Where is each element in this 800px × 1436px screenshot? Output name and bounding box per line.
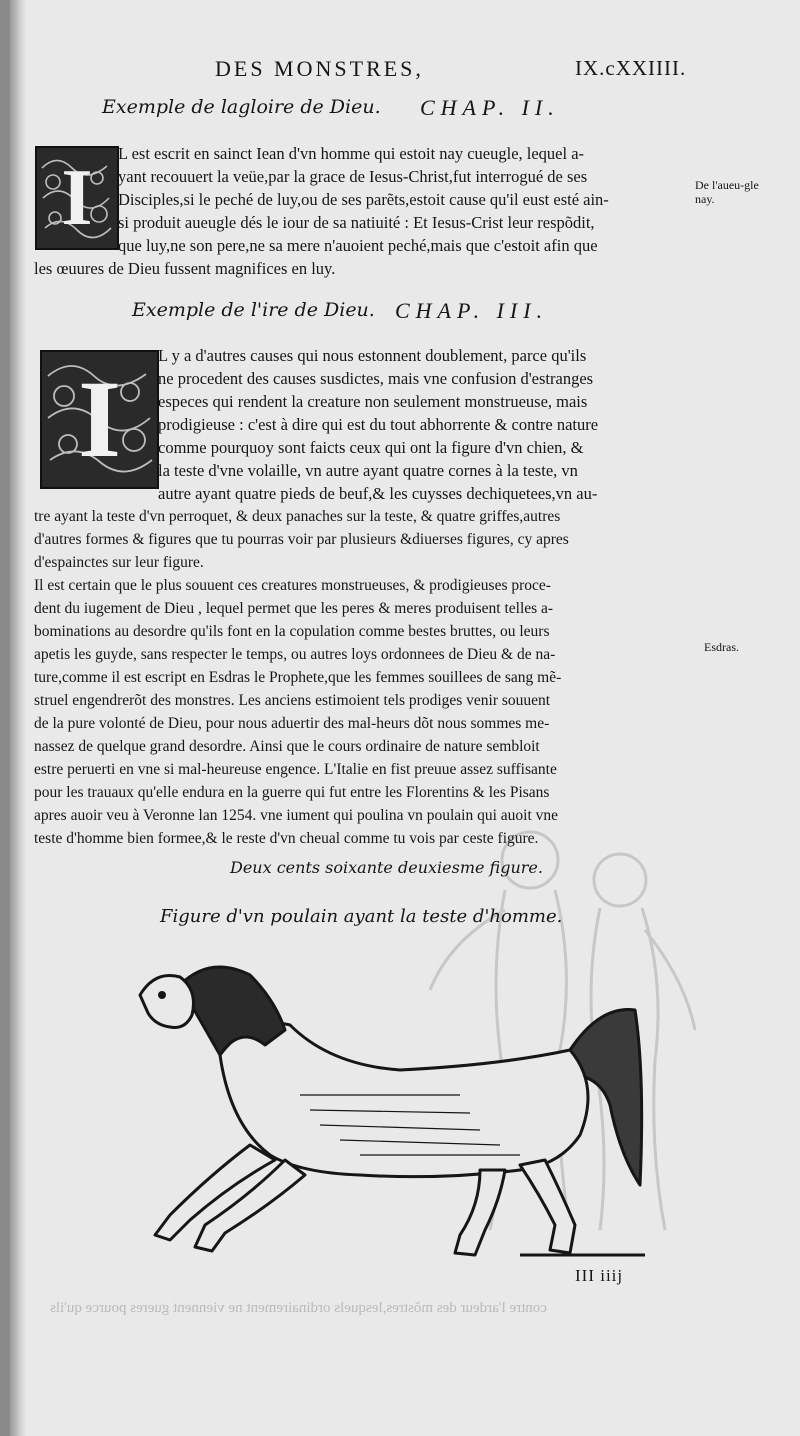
section1-chapter: CHAP. II. [420,95,560,120]
text-line: tre ayant la teste d'vn perroquet, & deux panaches sur la teste, & quatre griffes,autres [34,508,561,525]
book-page [10,0,800,1436]
figure-title-caption: Figure d'vn poulain ayant la teste d'homme. [160,906,563,927]
text-line: prodigieuse : c'est à dire qui est du tout abhorrente & contre nature [158,415,599,434]
text-line: si produit aueugle dés le iour de sa natiuité : Et Iesus-Crist leur respõdit, [118,213,595,232]
text-line: ture,comme il est escript en Esdras le Prophete,que les femmes souillees de sang mẽ- [34,669,562,686]
text-line: nassez de quelque grand desordre. Ainsi que le cours ordinaire de nature sembloit [34,738,540,755]
running-header-title: DES MONSTRES, [215,56,424,81]
section2-block [158,344,700,505]
text-line: struel engendrerõt des monstres. Les anciens estimoient tels prodiges venir souuent [34,692,551,709]
initial-letter-2: I [78,358,121,480]
text-line: apres auoir veu à Veronne lan 1254. vne iument qui poulina vn poulain qui auoit vne [34,807,559,824]
section2-block-full [34,505,700,574]
text-line: dent du iugement de Dieu , lequel permet que les peres & meres produisent telles a- [34,600,554,617]
text-line: bominations au desordre qu'ils font en la copulation comme bestes bruttes, ou leurs [34,623,550,640]
section2-paragraph2 [34,574,700,850]
text-line: ne procedent des causes susdictes, mais vne confusion d'estranges [158,369,594,388]
text-line: L est escrit en sainct Iean d'vn homme qui estoit nay cueugle, lequel a- [118,144,585,163]
text-line: d'espainctes sur leur figure. [34,554,204,571]
section1-subhead: Exemple de lagloire de Dieu. [102,96,381,118]
text-line: estre peruerti en vne si mal-heureuse engence. L'Italie en fist preuue assez suffisante [34,761,557,778]
text-line: apetis les guyde, sans respecter le temps, ou autres loys ordonnees de Dieu & de na- [34,646,556,663]
text-line: pour les trauaux qu'elle endura en la guerre qui fut entre les Florentins & les Pisans [34,784,550,801]
text-line: especes qui rendent la creature non seulement monstrueuse, mais [158,392,588,411]
decorated-initial-1 [35,146,119,250]
section2-subhead: Exemple de l'ire de Dieu. [132,299,375,321]
margin-note-2: Esdras. [704,640,739,654]
horse-with-human-head-icon [100,955,660,1265]
text-line: yant recouuert la veüe,par la grace de Iesus-Christ,fut interrogué de ses [118,167,588,186]
signature-mark: III iiij [575,1266,624,1285]
figure-number-caption: Deux cents soixante deuxiesme figure. [230,858,543,877]
text-line: d'autres formes & figures que tu pourras voir par plusieurs &diuerses figures, cy apres [34,531,569,548]
page-spine-shadow [10,0,26,1436]
text-line: la teste d'vne volaille, vn autre ayant quatre cornes à la teste, vn [158,461,578,480]
text-line: autre ayant quatre pieds de beuf,& les cuysses dechiquetees,vn au- [158,484,598,503]
text-line: que luy,ne son pere,ne sa mere n'auoient peché,mais que c'estoit afin que [118,236,598,255]
text-line: teste d'homme bien formee,& le reste d'vn cheual comme tu vois par ceste figure. [34,830,539,847]
folio-number: IX.cXXIIII. [575,56,687,80]
text-line: de la pure volonté de Dieu, pour nous aduertir des mal-heurs dõt nous sommes me- [34,715,550,732]
initial-letter-1: I [61,153,93,242]
bleed-through-text: contre l'ardeur des mõstres,lesquels ordinairement ne viennent gueres pource qu'ils [50,1300,547,1316]
decorated-initial-2 [40,350,159,489]
section1-block [118,142,698,257]
text-line: Il est certain que le plus souuent ces creatures monstrueuses, & prodigieuses proce- [34,577,551,594]
text-line: Disciples,si le peché de luy,ou de ses parẽts,estoit cause qu'il eust esté ain- [118,190,609,209]
margin-note-1: De l'aueu-gle nay. [695,178,759,206]
section2-chapter: CHAP. III. [395,298,549,323]
text-line: comme pourquoy sont faicts ceux qui ont la figure d'vn chien, & [158,438,584,457]
text-line: L y a d'autres causes qui nous estonnent doublement, parce qu'ils [158,346,587,365]
text-line: les œuures de Dieu fussent magnifices en luy. [34,259,336,278]
